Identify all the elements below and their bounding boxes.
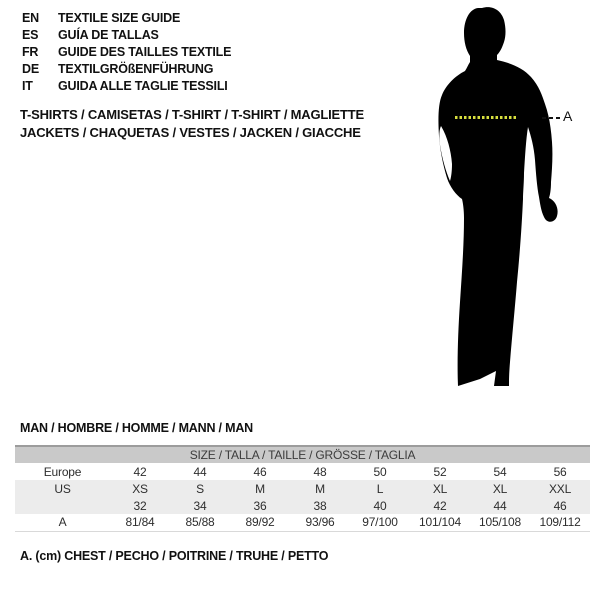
cell: 54: [493, 464, 507, 479]
cell: 32: [110, 497, 170, 514]
language-title: GUIDE DES TAILLES TEXTILE: [58, 45, 232, 59]
row-label: Europe: [43, 464, 82, 479]
language-row: [22, 61, 231, 78]
language-title: TEXTILGRÖßENFÜHRUNG: [58, 62, 214, 76]
cell: 52: [433, 464, 447, 479]
garment-categories: [20, 106, 364, 141]
cell: 105/108: [479, 515, 521, 530]
category-tshirts: T-SHIRTS / CAMISETAS / T-SHIRT / T-SHIRT / MAGLIETTE: [20, 107, 364, 122]
cell: 38: [290, 497, 350, 514]
table-row-uk: [15, 497, 590, 514]
language-row: [22, 44, 231, 61]
cell: 42: [410, 497, 470, 514]
row-label: [15, 497, 110, 514]
cell: 40: [350, 497, 410, 514]
cell: 109/112: [539, 515, 581, 530]
cell: 34: [170, 497, 230, 514]
table-header: SIZE / TALLA / TAILLE / GRÖSSE / TAGLIA: [15, 446, 590, 463]
table-row-europe: [15, 463, 590, 480]
cell: 44: [470, 497, 530, 514]
cell: 81/84: [125, 515, 155, 530]
language-title: GUIDA ALLE TAGLIE TESSILI: [58, 79, 228, 93]
cell: 85/88: [185, 515, 215, 530]
cell: 44: [193, 464, 207, 479]
cell: 50: [373, 464, 387, 479]
cell: XXL: [530, 480, 590, 497]
cell: XL: [410, 480, 470, 497]
cell: 93/96: [305, 515, 335, 530]
row-label: US: [15, 480, 110, 497]
cell: 101/104: [419, 515, 461, 530]
measurement-footnote: A. (cm) CHEST / PECHO / POITRINE / TRUHE / PETTO: [20, 549, 329, 563]
cell: S: [170, 480, 230, 497]
language-list: [22, 10, 231, 95]
language-row: [22, 27, 231, 44]
cell: 36: [230, 497, 290, 514]
language-code: FR: [22, 45, 39, 59]
cell: XS: [110, 480, 170, 497]
language-code: IT: [22, 79, 33, 93]
cell: 89/92: [245, 515, 275, 530]
man-silhouette-icon: [420, 0, 580, 400]
language-row: [22, 10, 231, 27]
section-title-man: MAN / HOMBRE / HOMME / MANN / MAN: [20, 421, 253, 435]
measurement-figure: [420, 0, 590, 400]
table-header-row: [15, 446, 590, 463]
language-code: EN: [22, 11, 39, 25]
cell: L: [350, 480, 410, 497]
language-title: GUÍA DE TALLAS: [58, 28, 159, 42]
cell: M: [230, 480, 290, 497]
cell: 56: [553, 464, 567, 479]
language-code: ES: [22, 28, 39, 42]
cell: 42: [133, 464, 147, 479]
category-jackets: JACKETS / CHAQUETAS / VESTES / JACKEN / GIACCHE: [20, 124, 361, 140]
cell: M: [290, 480, 350, 497]
language-row: [22, 78, 231, 95]
row-label: A: [58, 515, 67, 530]
chest-measure-line: [455, 116, 518, 119]
cell: 97/100: [362, 515, 398, 530]
table-row-a-chest: [15, 514, 590, 531]
size-table: [15, 445, 590, 532]
cell: 48: [313, 464, 327, 479]
measure-callout-line: [542, 117, 560, 119]
cell: 46: [530, 497, 590, 514]
measurement-label-a: A: [563, 108, 573, 124]
cell: 46: [253, 464, 267, 479]
table-row-us: [15, 480, 590, 497]
language-title: TEXTILE SIZE GUIDE: [58, 11, 181, 25]
cell: XL: [470, 480, 530, 497]
language-code: DE: [22, 62, 39, 76]
